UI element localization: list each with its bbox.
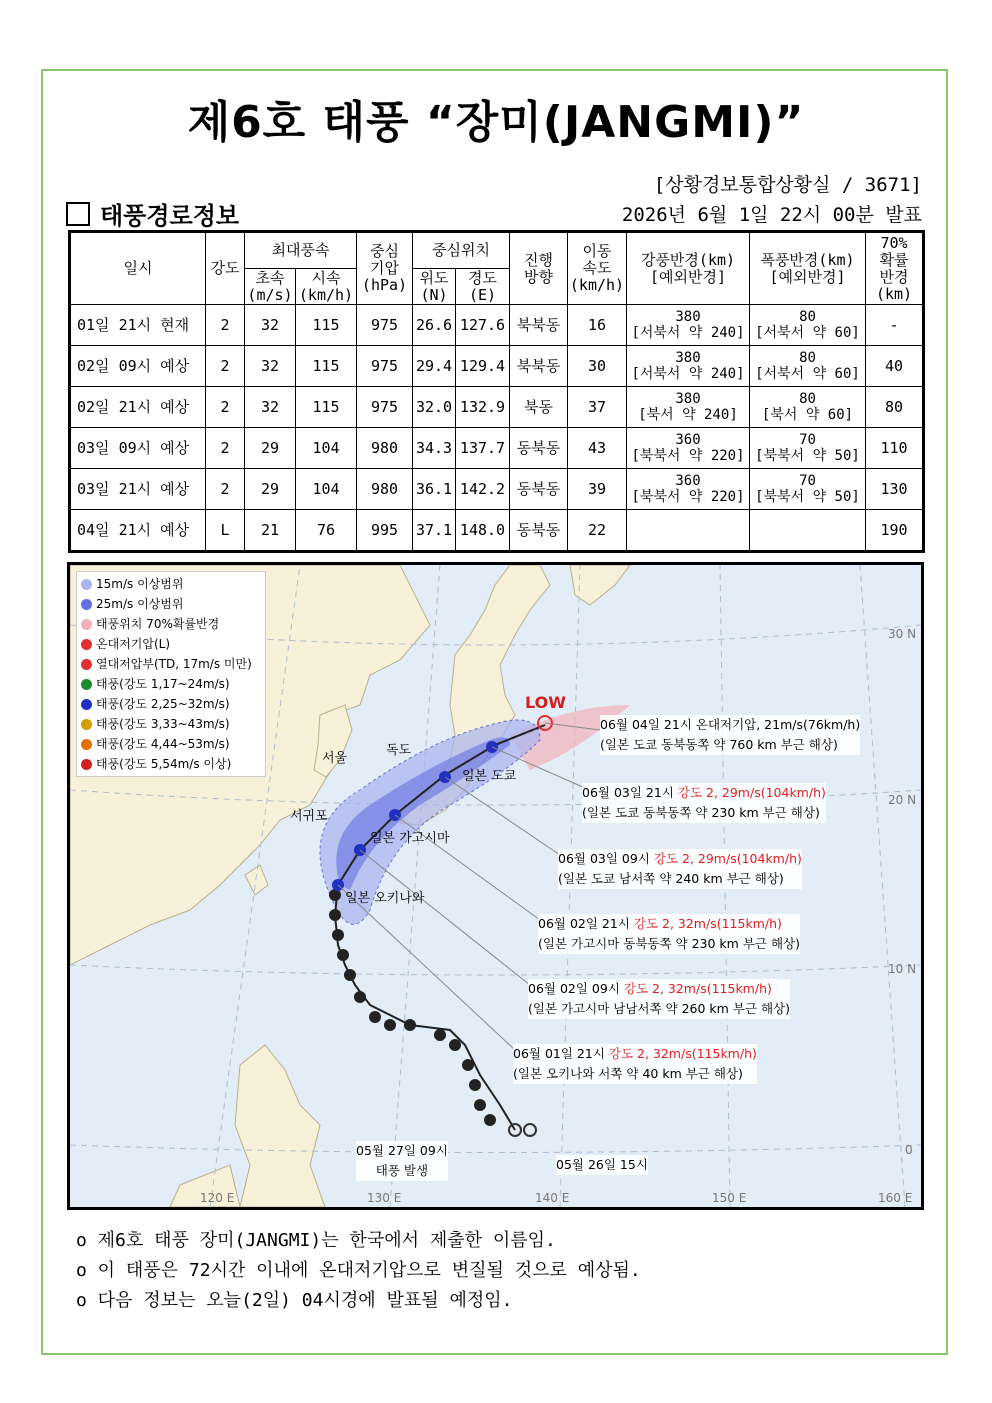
cell-ms: 32 bbox=[245, 346, 296, 387]
cell-dir: 동북동 bbox=[510, 428, 568, 469]
map-legend bbox=[76, 571, 266, 777]
legend-swatch-icon bbox=[81, 599, 92, 610]
legend-item bbox=[81, 674, 261, 694]
cell-lon: 142.2 bbox=[456, 469, 510, 510]
place-seoul: 서울 bbox=[322, 751, 348, 766]
grid-lat20: 20 N bbox=[888, 793, 917, 807]
legend-item bbox=[81, 654, 261, 674]
legend-label: 열대저압부(TD, 17m/s 미만) bbox=[96, 657, 252, 671]
header-storm-radius: 폭풍반경(km) [예외반경] bbox=[750, 232, 866, 305]
annotation-line2: (일본 도쿄 동북동쪽 약 230 km 부근 해상) bbox=[582, 805, 820, 820]
typhoon-table bbox=[68, 230, 925, 553]
legend-label: 태풍(강도 3,33~43m/s) bbox=[96, 717, 230, 731]
legend-label: 태풍(강도 5,54m/s 이상) bbox=[96, 757, 232, 771]
annotation-strength: 강도 2, 32m/s(115km/h) bbox=[633, 916, 782, 931]
cell-ms: 32 bbox=[245, 387, 296, 428]
issued-time: 2026년 6월 1일 22시 00분 발표 bbox=[621, 204, 922, 226]
legend-label: 온대저기압(L) bbox=[96, 637, 171, 651]
annotation-strength: 강도 2, 32m/s(115km/h) bbox=[623, 981, 772, 996]
cell-lat: 36.1 bbox=[413, 469, 456, 510]
annotation-line1 bbox=[558, 849, 802, 869]
cell-lat: 32.0 bbox=[413, 387, 456, 428]
cell-strong: 380 [서북서 약 240] bbox=[627, 346, 750, 387]
header-strength: 강도 bbox=[206, 232, 245, 305]
cell-prob: 40 bbox=[866, 346, 924, 387]
header-strong-radius: 강풍반경(km) [예외반경] bbox=[627, 232, 750, 305]
cell-kmh: 104 bbox=[296, 428, 357, 469]
cell-lon: 148.0 bbox=[456, 510, 510, 552]
legend-swatch-icon bbox=[81, 639, 92, 650]
cell-prob: - bbox=[866, 305, 924, 346]
legend-item bbox=[81, 714, 261, 734]
legend-label: 15m/s 이상범위 bbox=[96, 577, 184, 591]
header-lon: 경도 (E) bbox=[456, 269, 510, 305]
cell-dir: 북북동 bbox=[510, 346, 568, 387]
table-row bbox=[70, 428, 924, 469]
header-pressure: 중심 기압 (hPa) bbox=[357, 232, 413, 305]
legend-swatch-icon bbox=[81, 759, 92, 770]
place-okinawa: 일본 오키나와 bbox=[345, 891, 425, 906]
legend-swatch-icon bbox=[81, 719, 92, 730]
track-annotation bbox=[538, 914, 800, 954]
cell-kmh: 76 bbox=[296, 510, 357, 552]
track-map bbox=[67, 562, 924, 1210]
header-ms: 초속 (m/s) bbox=[245, 269, 296, 305]
cell-lon: 137.7 bbox=[456, 428, 510, 469]
legend-item bbox=[81, 614, 261, 634]
annotation-line1 bbox=[528, 979, 790, 999]
cell-strong bbox=[627, 510, 750, 552]
cell-storm: 80 [서북서 약 60] bbox=[750, 346, 866, 387]
cell-dir: 동북동 bbox=[510, 469, 568, 510]
annotation-time: 06월 04일 21시 온대저기압, 21m/s(76km/h) bbox=[600, 717, 861, 732]
annotation-time: 06월 02일 21시 bbox=[538, 916, 634, 931]
annotation-line1 bbox=[600, 715, 860, 735]
annotation-line2: (일본 도쿄 동북동쪽 약 760 km 부근 해상) bbox=[600, 737, 838, 752]
cell-time: 03일 09시 예상 bbox=[70, 428, 206, 469]
cell-hpa: 980 bbox=[357, 469, 413, 510]
cell-strength: 2 bbox=[206, 469, 245, 510]
legend-swatch-icon bbox=[81, 579, 92, 590]
checkbox-icon bbox=[66, 202, 90, 226]
grid-lat30: 30 N bbox=[888, 627, 917, 641]
track-annotation bbox=[513, 1044, 757, 1084]
legend-swatch-icon bbox=[81, 679, 92, 690]
office-label: [상황경보통합상황실 / 3671] bbox=[653, 174, 922, 196]
note-item: o 제6호 태풍 장미(JANGMI)는 한국에서 제출한 이름임. bbox=[76, 1230, 556, 1251]
cell-lat: 26.6 bbox=[413, 305, 456, 346]
annotation-line2: (일본 도쿄 남서쪽 약 240 km 부근 해상) bbox=[558, 871, 784, 886]
track-annotation bbox=[528, 979, 790, 1019]
annotation-strength: 강도 2, 29m/s(104km/h) bbox=[677, 785, 826, 800]
legend-swatch-icon bbox=[81, 659, 92, 670]
place-dokdo: 독도 bbox=[386, 743, 412, 758]
header-center: 중심위치 bbox=[413, 232, 510, 269]
cell-ms: 29 bbox=[245, 428, 296, 469]
cell-storm: 70 [북북서 약 50] bbox=[750, 469, 866, 510]
legend-swatch-icon bbox=[81, 619, 92, 630]
grid-lat10: 10 N bbox=[888, 962, 917, 976]
annotation-line2: (일본 오키나와 서쪽 약 40 km 부근 해상) bbox=[513, 1066, 743, 1081]
legend-label: 태풍(강도 1,17~24m/s) bbox=[96, 677, 230, 691]
cell-strength: L bbox=[206, 510, 245, 552]
cell-strong: 360 [북북서 약 220] bbox=[627, 428, 750, 469]
cell-hpa: 995 bbox=[357, 510, 413, 552]
cell-kmh: 115 bbox=[296, 387, 357, 428]
cell-speed: 43 bbox=[568, 428, 627, 469]
table-row bbox=[70, 510, 924, 552]
grid-lon120: 120 E bbox=[200, 1191, 235, 1205]
annotation-time: 06월 03일 21시 bbox=[582, 785, 678, 800]
cell-ms: 21 bbox=[245, 510, 296, 552]
cell-strength: 2 bbox=[206, 428, 245, 469]
note-item: o 다음 정보는 오늘(2일) 04시경에 발표될 예정임. bbox=[76, 1290, 513, 1311]
note-item: o 이 태풍은 72시간 이내에 온대저기압으로 변질될 것으로 예상됨. bbox=[76, 1260, 641, 1281]
cell-strong: 380 [서북서 약 240] bbox=[627, 305, 750, 346]
grid-lon130: 130 E bbox=[367, 1191, 402, 1205]
cell-prob: 190 bbox=[866, 510, 924, 552]
annotation-time: 06월 01일 21시 bbox=[513, 1046, 609, 1061]
header-speed: 이동 속도 (km/h) bbox=[568, 232, 627, 305]
track-annotation bbox=[582, 783, 826, 823]
cell-storm bbox=[750, 510, 866, 552]
legend-item bbox=[81, 634, 261, 654]
legend-item bbox=[81, 574, 261, 594]
track-annotation bbox=[558, 849, 802, 889]
cell-lon: 127.6 bbox=[456, 305, 510, 346]
legend-item bbox=[81, 734, 261, 754]
cell-hpa: 975 bbox=[357, 305, 413, 346]
legend-label: 25m/s 이상범위 bbox=[96, 597, 184, 611]
notes bbox=[76, 1226, 641, 1316]
legend-swatch-icon bbox=[81, 739, 92, 750]
cell-time: 01일 21시 현재 bbox=[70, 305, 206, 346]
section-header bbox=[66, 196, 239, 231]
track-annotation bbox=[600, 715, 860, 755]
legend-swatch-icon bbox=[81, 699, 92, 710]
place-tokyo: 일본 도쿄 bbox=[462, 769, 517, 784]
table-row bbox=[70, 346, 924, 387]
cell-time: 02일 09시 예상 bbox=[70, 346, 206, 387]
genesis-label: 05월 27일 09시 태풍 발생 bbox=[356, 1141, 448, 1181]
cell-prob: 110 bbox=[866, 428, 924, 469]
cell-storm: 80 [북서 약 60] bbox=[750, 387, 866, 428]
cell-time: 03일 21시 예상 bbox=[70, 469, 206, 510]
place-seogwipo: 서귀포 bbox=[290, 809, 328, 824]
cell-speed: 37 bbox=[568, 387, 627, 428]
cell-lat: 34.3 bbox=[413, 428, 456, 469]
table-row bbox=[70, 305, 924, 346]
annotation-line1 bbox=[582, 783, 826, 803]
cell-dir: 북북동 bbox=[510, 305, 568, 346]
cell-time: 02일 21시 예상 bbox=[70, 387, 206, 428]
cell-dir: 동북동 bbox=[510, 510, 568, 552]
cell-speed: 30 bbox=[568, 346, 627, 387]
cell-strength: 2 bbox=[206, 305, 245, 346]
legend-item bbox=[81, 754, 261, 774]
cell-hpa: 975 bbox=[357, 346, 413, 387]
annotation-time: 06월 02일 09시 bbox=[528, 981, 624, 996]
cell-hpa: 975 bbox=[357, 387, 413, 428]
cell-storm: 80 [서북서 약 60] bbox=[750, 305, 866, 346]
cell-time: 04일 21시 예상 bbox=[70, 510, 206, 552]
cell-ms: 29 bbox=[245, 469, 296, 510]
cell-kmh: 104 bbox=[296, 469, 357, 510]
page-title: 제6호 태풍 “장미(JANGMI)” bbox=[187, 97, 805, 148]
cell-kmh: 115 bbox=[296, 305, 357, 346]
cell-lon: 129.4 bbox=[456, 346, 510, 387]
td-start-label: 05월 26일 15시 bbox=[556, 1155, 648, 1175]
header-lat: 위도 (N) bbox=[413, 269, 456, 305]
cell-prob: 80 bbox=[866, 387, 924, 428]
grid-lon160: 160 E bbox=[878, 1191, 913, 1205]
annotation-strength: 강도 2, 29m/s(104km/h) bbox=[653, 851, 802, 866]
header-maxwind: 최대풍속 bbox=[245, 232, 357, 269]
cell-strong: 380 [북서 약 240] bbox=[627, 387, 750, 428]
cell-lon: 132.9 bbox=[456, 387, 510, 428]
cell-hpa: 980 bbox=[357, 428, 413, 469]
header-prob-radius: 70% 확률 반경 (km) bbox=[866, 232, 924, 305]
grid-lon150: 150 E bbox=[712, 1191, 747, 1205]
header-direction: 진행 방향 bbox=[510, 232, 568, 305]
cell-strength: 2 bbox=[206, 346, 245, 387]
legend-label: 태풍(강도 4,44~53m/s) bbox=[96, 737, 230, 751]
cell-ms: 32 bbox=[245, 305, 296, 346]
table-row bbox=[70, 469, 924, 510]
legend-item bbox=[81, 594, 261, 614]
annotation-time: 06월 03일 09시 bbox=[558, 851, 654, 866]
grid-lon140: 140 E bbox=[535, 1191, 570, 1205]
annotation-line2: (일본 가고시마 남남서쪽 약 260 km 부근 해상) bbox=[528, 1001, 790, 1016]
cell-speed: 22 bbox=[568, 510, 627, 552]
cell-speed: 16 bbox=[568, 305, 627, 346]
cell-kmh: 115 bbox=[296, 346, 357, 387]
legend-label: 태풍위치 70%확률반경 bbox=[96, 617, 220, 631]
cell-strong: 360 [북북서 약 220] bbox=[627, 469, 750, 510]
annotation-line1 bbox=[538, 914, 800, 934]
grid-lat0: 0 bbox=[905, 1143, 913, 1157]
cell-strength: 2 bbox=[206, 387, 245, 428]
place-kagoshima: 일본 가고시마 bbox=[370, 831, 450, 846]
cell-lat: 37.1 bbox=[413, 510, 456, 552]
legend-label: 태풍(강도 2,25~32m/s) bbox=[96, 697, 230, 711]
low-label: LOW bbox=[525, 693, 566, 712]
section-title: 태풍경로정보 bbox=[100, 202, 240, 230]
cell-speed: 39 bbox=[568, 469, 627, 510]
table-row bbox=[70, 387, 924, 428]
cell-lat: 29.4 bbox=[413, 346, 456, 387]
annotation-line2: (일본 가고시마 동북동쪽 약 230 km 부근 해상) bbox=[538, 936, 800, 951]
header-kmh: 시속 (km/h) bbox=[296, 269, 357, 305]
header-time: 일시 bbox=[70, 232, 206, 305]
cell-prob: 130 bbox=[866, 469, 924, 510]
cell-storm: 70 [북북서 약 50] bbox=[750, 428, 866, 469]
legend-item bbox=[81, 694, 261, 714]
annotation-line1 bbox=[513, 1044, 757, 1064]
cell-dir: 북동 bbox=[510, 387, 568, 428]
annotation-strength: 강도 2, 32m/s(115km/h) bbox=[608, 1046, 757, 1061]
